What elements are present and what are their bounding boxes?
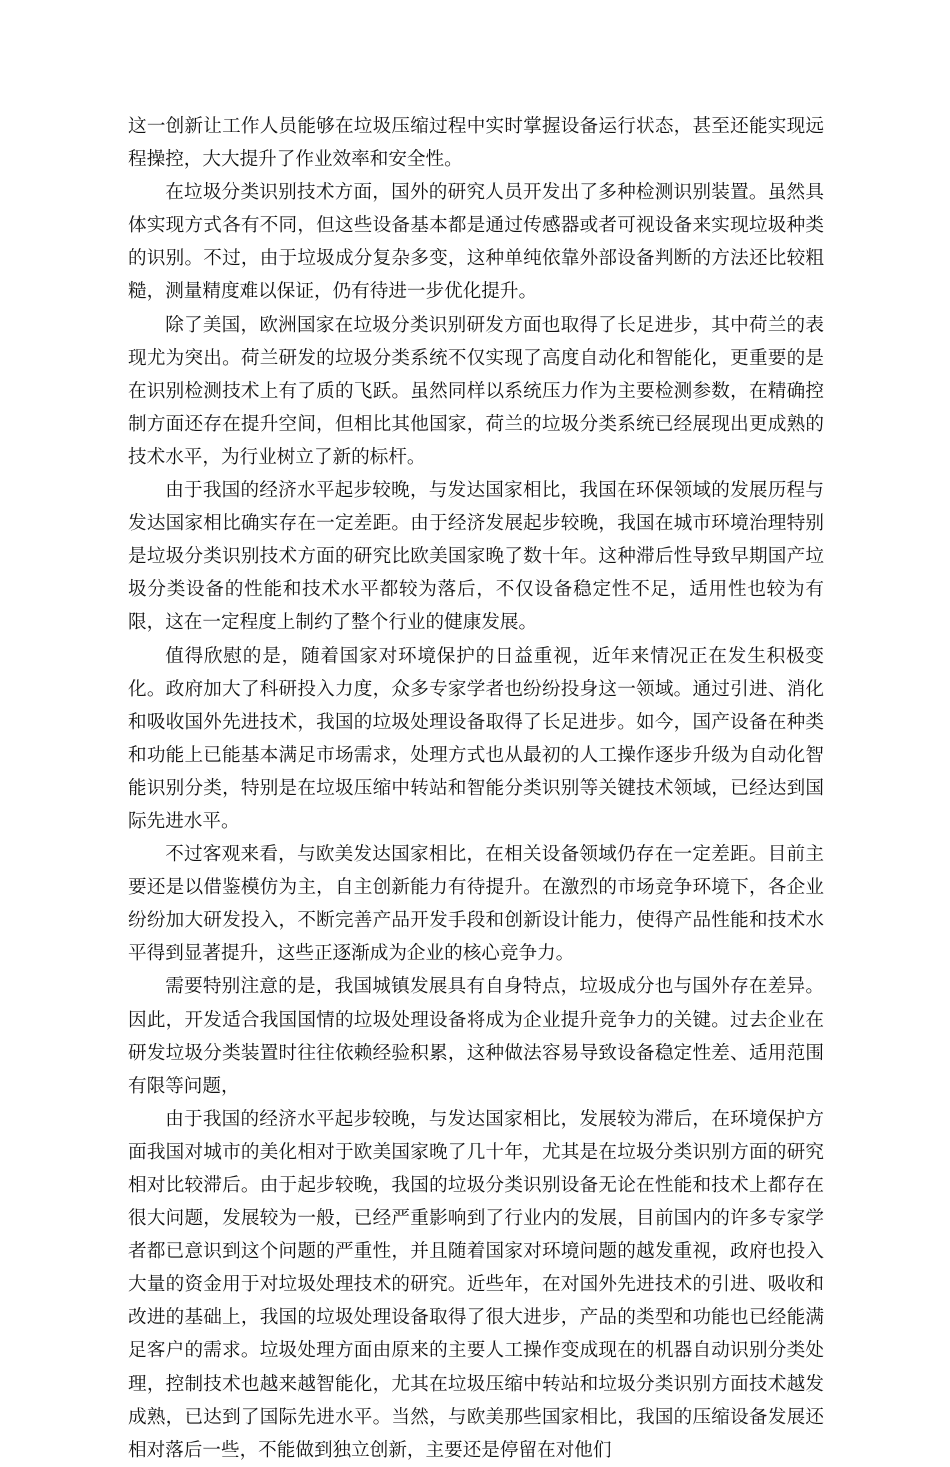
document-body (128, 110, 824, 1467)
paragraph-4: 由于我国的经济水平起步较晚，与发达国家相比，我国在环保领域的发展历程与发达国家相比确实存在一定差距。由于经济发展起步较晚，我国在城市环境治理特别是垃圾分类识别技术方面的研究比欧美国家晚了数十年。这种滞后性导致早期国产垃圾分类设备的性能和技术水平都较为落后，不仅设备稳定性不足，适用性也较为有限，这在一定程度上制约了整个行业的健康发展。 (128, 480, 824, 634)
paragraph-2: 在垃圾分类识别技术方面，国外的研究人员开发出了多种检测识别装置。虽然具体实现方式各有不同，但这些设备基本都是通过传感器或者可视设备来实现垃圾种类的识别。不过，由于垃圾成分复杂多变，这种单纯依靠外部设备判断的方法还比较粗糙，测量精度难以保证，仍有待进一步优化提升。 (128, 182, 824, 303)
paragraph-7: 需要特别注意的是，我国城镇发展具有自身特点，垃圾成分也与国外存在差异。因此，开发适合我国国情的垃圾处理设备将成为企业提升竞争力的关键。过去企业在研发垃圾分类装置时往往依赖经验积累，这种做法容易导致设备稳定性差、适用范围有限等问题， (128, 976, 824, 1097)
paragraph-6: 不过客观来看，与欧美发达国家相比，在相关设备领域仍存在一定差距。目前主要还是以借鉴模仿为主，自主创新能力有待提升。在激烈的市场竞争环境下，各企业纷纷加大研发投入，不断完善产品开发手段和创新设计能力，使得产品性能和技术水平得到显著提升，这些正逐渐成为企业的核心竞争力。 (128, 844, 824, 965)
paragraph-1: 这一创新让工作人员能够在垃圾压缩过程中实时掌握设备运行状态，甚至还能实现远程操控，大大提升了作业效率和安全性。 (128, 116, 824, 171)
paragraph-5: 值得欣慰的是，随着国家对环境保护的日益重视，近年来情况正在发生积极变化。政府加大了科研投入力度，众多专家学者也纷纷投身这一领域。通过引进、消化和吸收国外先进技术，我国的垃圾处理设备取得了长足进步。如今，国产设备在种类和功能上已能基本满足市场需求，处理方式也从最初的人工操作逐步升级为自动化智能识别分类，特别是在垃圾压缩中转站和智能分类识别等关键技术领域，已经达到国际先进水平。 (128, 645, 824, 832)
paragraph-3: 除了美国，欧洲国家在垃圾分类识别研发方面也取得了长足进步，其中荷兰的表现尤为突出。荷兰研发的垃圾分类系统不仅实现了高度自动化和智能化，更重要的是在识别检测技术上有了质的飞跃。虽然同样以系统压力作为主要检测参数，在精确控制方面还存在提升空间，但相比其他国家，荷兰的垃圾分类系统已经展现出更成熟的技术水平，为行业树立了新的标杆。 (128, 314, 824, 468)
paragraph-8: 由于我国的经济水平起步较晚，与发达国家相比，发展较为滞后，在环境保护方面我国对城市的美化相对于欧美国家晚了几十年，尤其是在垃圾分类识别方面的研究相对比较滞后。由于起步较晚，我国的垃圾分类识别设备无论在性能和技术上都存在很大问题，发展较为一般，已经严重影响到了行业内的发展，目前国内的许多专家学者都已意识到这个问题的严重性，并且随着国家对环境问题的越发重视，政府也投入大量的资金用于对垃圾处理技术的研究。近些年，在对国外先进技术的引进、吸收和改进的基础上，我国的垃圾处理设备取得了很大进步，产品的类型和功能也已经能满足客户的需求。垃圾处理方面由原来的主要人工操作变成现在的机器自动识别分类处理，控制技术也越来越智能化，尤其在垃圾压缩中转站和垃圾分类识别方面技术越发成熟，已达到了国际先进水平。当然，与欧美那些国家相比，我国的压缩设备发展还相对落后一些，不能做到独立创新，主要还是停留在对他们 (128, 1108, 824, 1461)
